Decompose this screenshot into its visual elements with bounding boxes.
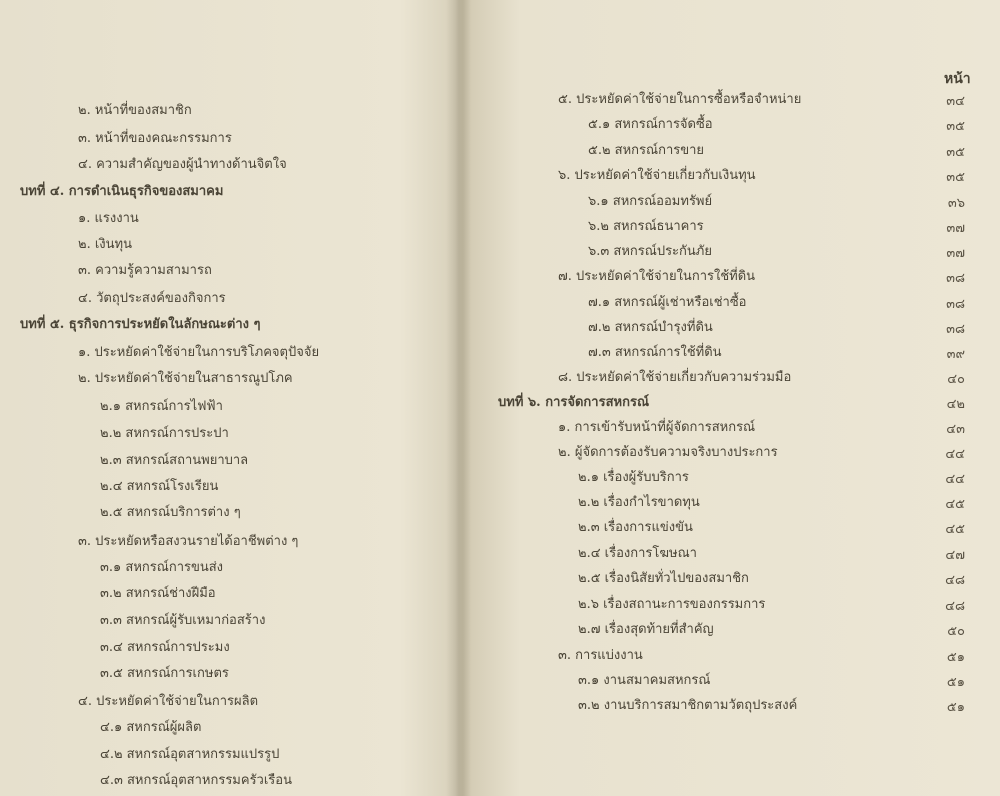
toc-page-number: ๓๕ — [946, 119, 965, 134]
toc-chapter: บทที่ ๔. การดำเนินธุรกิจของสมาคม — [20, 184, 224, 199]
toc-entry: ๒. ประหยัดค่าใช้จ่ายในสาธารณูปโภค — [78, 371, 293, 386]
toc-subentry: ๓.๒ สหกรณ์ช่างฝีมือ — [100, 586, 216, 601]
toc-page-number: ๔๘ — [945, 599, 965, 614]
toc-subentry: ๓.๕ สหกรณ์การเกษตร — [100, 666, 229, 681]
toc-page-number: ๕๑ — [946, 650, 965, 665]
toc-page-number: ๓๘ — [946, 271, 965, 286]
toc-subentry: ๓.๒ งานบริการสมาชิกตามวัตถุประสงค์ — [578, 698, 798, 713]
toc-entry: ๑. แรงงาน — [78, 211, 139, 226]
toc-page-number: ๕๑ — [946, 700, 965, 715]
toc-page-number: ๓๔ — [946, 94, 965, 109]
toc-subentry: ๖.๑ สหกรณ์ออมทรัพย์ — [588, 194, 713, 209]
toc-entry: ๘. ประหยัดค่าใช้จ่ายเกี่ยวกับความร่วมมือ — [558, 370, 792, 385]
toc-subentry: ๗.๓ สหกรณ์การใช้ที่ดิน — [588, 345, 722, 360]
toc-entry: ๕. ประหยัดค่าใช้จ่ายในการซื้อหรือจำหน่าย — [558, 92, 802, 107]
toc-subentry: ๒.๔ สหกรณ์โรงเรียน — [100, 479, 219, 494]
toc-subentry: ๕.๑ สหกรณ์การจัดซื้อ — [588, 117, 713, 132]
toc-page-number: ๓๗ — [946, 221, 965, 236]
toc-subentry: ๓.๔ สหกรณ์การประมง — [100, 640, 230, 655]
toc-subentry: ๓.๑ งานสมาคมสหกรณ์ — [578, 673, 711, 688]
toc-page-number: ๔๔ — [945, 447, 965, 462]
toc-subentry: ๒.๓ เรื่องการแข่งขัน — [578, 520, 693, 535]
toc-subentry: ๒.๗ เรื่องสุดท้ายที่สำคัญ — [578, 622, 714, 637]
book-gutter — [446, 0, 472, 796]
toc-subentry: ๖.๒ สหกรณ์ธนาคาร — [588, 219, 704, 234]
toc-entry: ๒. ผู้จัดการต้องรับความจริงบางประการ — [558, 445, 778, 460]
toc-subentry: ๒.๖ เรื่องสถานะการของกรรมการ — [578, 597, 766, 612]
toc-entry: ๔. วัตถุประสงค์ของกิจการ — [78, 291, 226, 306]
toc-page-number: ๔๗ — [945, 548, 965, 563]
toc-entry: ๔. ความสำคัญของผู้นำทางด้านจิตใจ — [78, 157, 287, 172]
toc-entry: ๓. หน้าที่ของคณะกรรมการ — [78, 131, 232, 146]
toc-subentry: ๒.๓ สหกรณ์สถานพยาบาล — [100, 453, 249, 468]
toc-page-number: ๔๓ — [946, 422, 965, 437]
toc-subentry: ๕.๒ สหกรณ์การขาย — [588, 143, 705, 158]
toc-page-number: ๔๔ — [945, 472, 965, 487]
toc-entry: ๗. ประหยัดค่าใช้จ่ายในการใช้ที่ดิน — [558, 269, 756, 284]
toc-page-number: ๓๘ — [946, 297, 965, 312]
toc-page-number: ๓๘ — [946, 322, 965, 337]
toc-subentry: ๗.๑ สหกรณ์ผู้เช่าหรือเช่าซื้อ — [588, 295, 747, 310]
toc-page-number: ๓๗ — [946, 246, 965, 261]
toc-subentry: ๒.๒ เรื่องกำไรขาดทุน — [578, 495, 700, 510]
toc-subentry: ๒.๔ เรื่องการโฆษณา — [578, 546, 697, 561]
page-column-header: หน้า — [944, 71, 971, 87]
toc-page-number: ๔๕ — [945, 522, 965, 537]
toc-chapter: บทที่ ๕. ธุรกิจการประหยัดในลักษณะต่าง ๆ — [20, 317, 261, 332]
toc-subentry: ๒.๕ สหกรณ์บริการต่าง ๆ — [100, 505, 241, 520]
toc-subentry: ๔.๓ สหกรณ์อุตสาหกรรมครัวเรือน — [100, 773, 292, 788]
toc-entry: ๑. การเข้ารับหน้าที่ผู้จัดการสหกรณ์ — [558, 420, 756, 435]
toc-page-number: ๕๑ — [946, 675, 965, 690]
toc-subentry: ๔.๒ สหกรณ์อุตสาหกรรมแปรรูป — [100, 747, 280, 762]
toc-page-number: ๓๕ — [946, 170, 965, 185]
toc-entry: ๒. หน้าที่ของสมาชิก — [78, 103, 192, 118]
toc-entry: ๒. เงินทุน — [78, 237, 132, 252]
toc-subentry: ๓.๑ สหกรณ์การขนส่ง — [100, 560, 224, 575]
toc-page-number: ๔๕ — [945, 497, 965, 512]
toc-chapter: บทที่ ๖. การจัดการสหกรณ์ — [498, 395, 650, 410]
toc-entry: ๖. ประหยัดค่าใช้จ่ายเกี่ยวกับเงินทุน — [558, 168, 756, 183]
toc-subentry: ๒.๑ เรื่องผู้รับบริการ — [578, 470, 689, 485]
toc-subentry: ๖.๓ สหกรณ์ประกันภัย — [588, 244, 712, 259]
toc-subentry: ๔.๑ สหกรณ์ผู้ผลิต — [100, 720, 202, 735]
toc-page-number: ๓๖ — [947, 196, 965, 211]
toc-entry: ๔. ประหยัดค่าใช้จ่ายในการผลิต — [78, 694, 259, 709]
toc-subentry: ๒.๑ สหกรณ์การไฟฟ้า — [100, 399, 223, 414]
toc-page-number: ๔๒ — [946, 397, 965, 412]
toc-page-number: ๓๕ — [946, 145, 965, 160]
toc-page-number: ๔๘ — [945, 573, 965, 588]
toc-subentry: ๒.๒ สหกรณ์การประปา — [100, 426, 229, 441]
toc-entry: ๓. การแบ่งงาน — [558, 648, 643, 663]
toc-subentry: ๒.๕ เรื่องนิสัยทั่วไปของสมาชิก — [578, 571, 749, 586]
toc-entry: ๑. ประหยัดค่าใช้จ่ายในการบริโภคจตุปัจจัย — [78, 345, 320, 360]
toc-subentry: ๓.๓ สหกรณ์ผู้รับเหมาก่อสร้าง — [100, 613, 266, 628]
toc-page-number: ๓๙ — [946, 347, 965, 362]
toc-page-number: ๔๐ — [947, 372, 965, 387]
toc-subentry: ๗.๒ สหกรณ์บำรุงที่ดิน — [588, 320, 713, 335]
toc-entry: ๓. ประหยัดหรือสงวนรายได้อาชีพต่าง ๆ — [78, 534, 299, 549]
toc-page-number: ๕๐ — [947, 624, 965, 639]
toc-entry: ๓. ความรู้ความสามารถ — [78, 263, 212, 278]
